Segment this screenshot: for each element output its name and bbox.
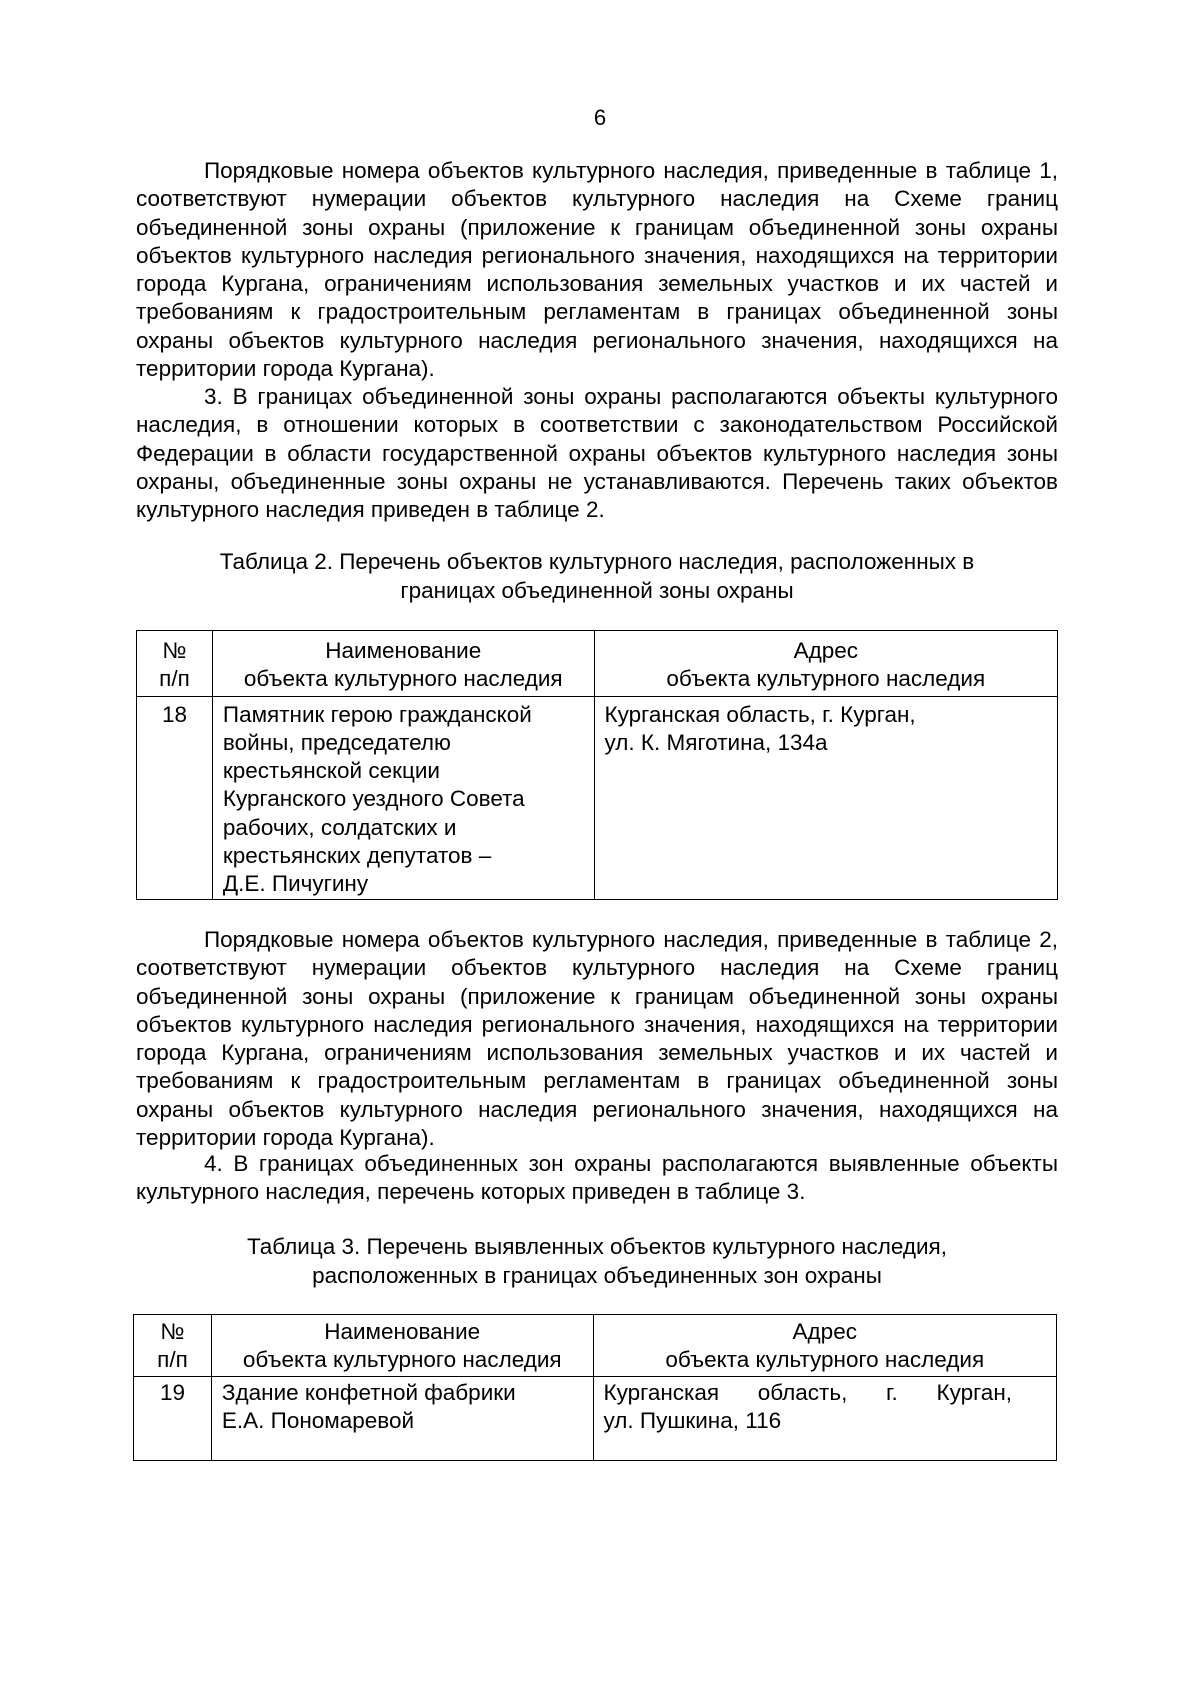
- table3-caption-line2: расположенных в границах объединенных зон охраны: [312, 1263, 882, 1288]
- page-number: 6: [593, 105, 607, 130]
- table3-caption-line1: Таблица 3. Перечень выявленных объектов культурного наследия,: [247, 1234, 947, 1259]
- paragraph-table2-numbering: Порядковые номера объектов культурного наследия, приведенные в таблице 2, соответствуют нумерации объектов культурного наследия на Схеме границ объединенной зоны охраны (приложение к границам объединенной зоны охраны объектов культурного наследия регионального значения, находящихся на территории города Кургана, ограничениям использования земельных участков и их частей и требованиям к градостроительным регламентам в границах объединенной зоны охраны объектов культурного наследия регионального значения, находящихся на территории города Кургана).: [136, 927, 1058, 1151]
- paragraph-item-4: 4. В границах объединенных зон охраны располагаются выявленные объекты культурного наследия, перечень которых приведен в таблице 3.: [136, 1151, 1058, 1205]
- row-address: Курганская область, г. Курган, ул. К. Мяготина, 134а: [594, 696, 1057, 899]
- paragraph-item-3: 3. В границах объединенной зоны охраны располагаются объекты культурного наследия, в отношении которых в соответствии с законодательством Российской Федерации в области государственной охраны объектов культурного наследия зоны охраны, объединенные зоны охраны не устанавливаются. Перечень таких объектов культурного наследия приведен в таблице 2.: [136, 384, 1058, 523]
- header-address: Адрес объекта культурного наследия: [593, 1315, 1056, 1377]
- header-address: Адрес объекта культурного наследия: [594, 631, 1057, 697]
- table-row: [137, 696, 1058, 899]
- table-header-row: [137, 631, 1058, 697]
- row-name: Памятник герою гражданской войны, председателю крестьянской секции Курганского уездного Совета рабочих, солдатских и крестьянских депутатов – Д.Е. Пичугину: [212, 696, 594, 899]
- header-name: Наименование объекта культурного наследия: [212, 631, 594, 697]
- table-row: [134, 1376, 1057, 1460]
- row-num: 19: [134, 1376, 212, 1460]
- header-name: Наименование объекта культурного наследия: [211, 1315, 593, 1377]
- header-num: № п/п: [137, 631, 213, 697]
- row-num: 18: [137, 696, 213, 899]
- row-address: Курганская область, г. Курган, ул. Пушкина, 116: [593, 1376, 1056, 1460]
- table3: [133, 1314, 1057, 1461]
- paragraph-table1-numbering: Порядковые номера объектов культурного наследия, приведенные в таблице 1, соответствуют нумерации объектов культурного наследия на Схеме границ объединенной зоны охраны (приложение к границам объединенной зоны охраны объектов культурного наследия регионального значения, находящихся на территории города Кургана, ограничениям использования земельных участков и их частей и требованиям к градостроительным регламентам в границах объединенной зоны охраны объектов культурного наследия регионального значения, находящихся на территории города Кургана).: [136, 158, 1058, 382]
- table2-caption: [136, 547, 1058, 605]
- table2-caption-line2: границах объединенной зоны охраны: [400, 578, 794, 603]
- row-name: Здание конфетной фабрики Е.А. Пономаревой: [211, 1376, 593, 1460]
- table2: [136, 630, 1058, 900]
- table3-caption: [136, 1232, 1058, 1290]
- header-num: № п/п: [134, 1315, 212, 1377]
- table2-caption-line1: Таблица 2. Перечень объектов культурного наследия, расположенных в: [219, 549, 975, 574]
- table-header-row: [134, 1315, 1057, 1377]
